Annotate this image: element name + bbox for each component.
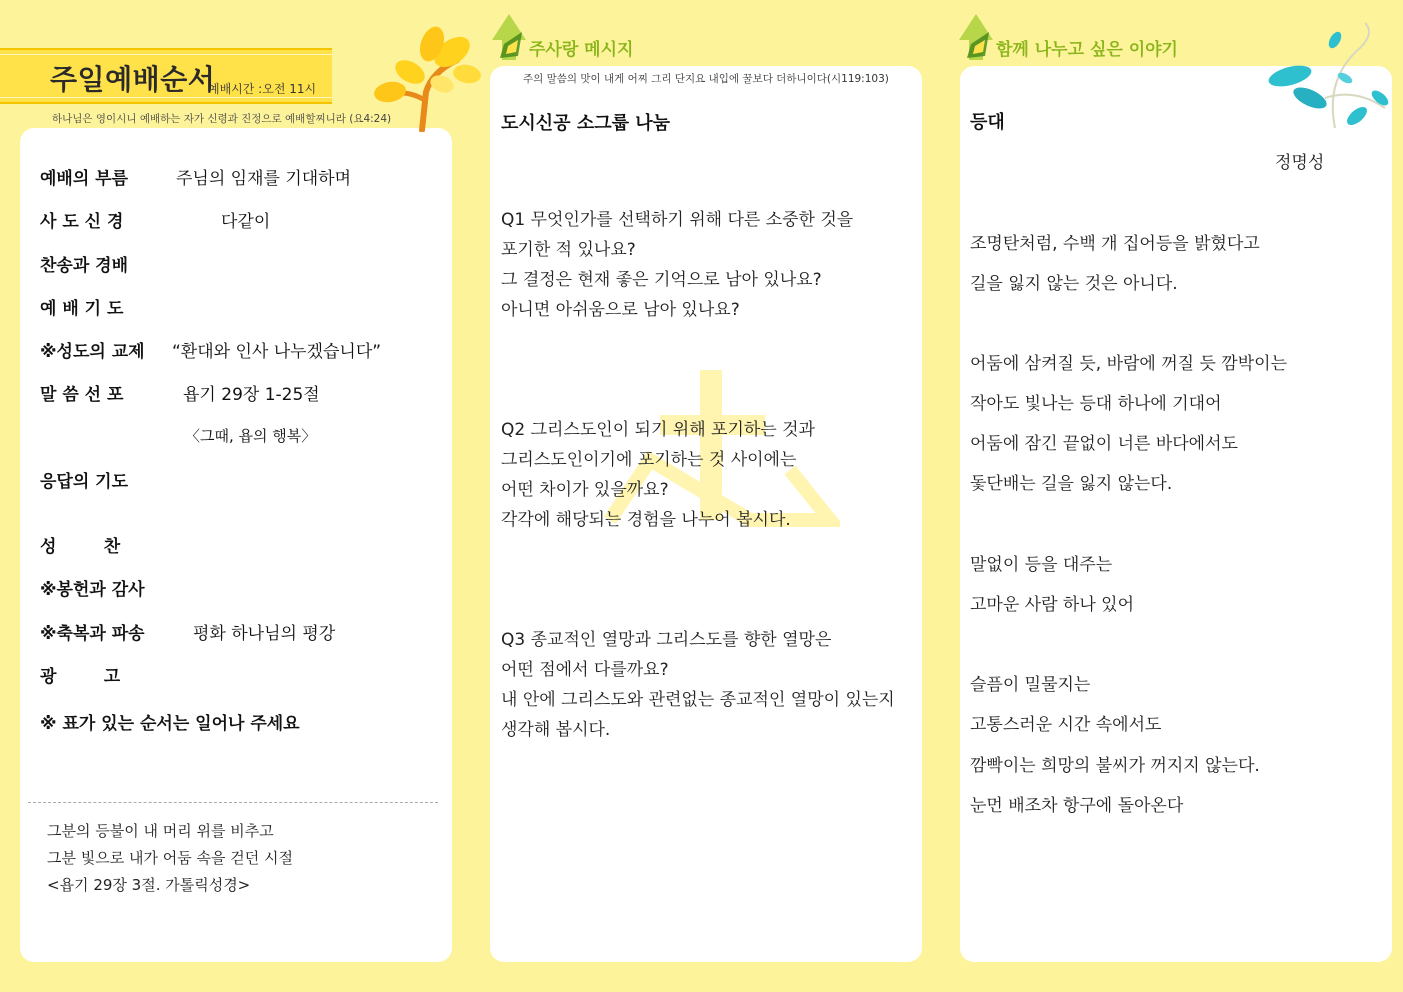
poem-line: 작아도 빛나는 등대 하나에 기대어 xyxy=(970,394,1222,414)
poem-line: 슬픔이 밀물지는 xyxy=(970,675,1091,695)
question-line: 생각해 봅시다. xyxy=(501,720,611,740)
opening-verse: 하나님은 영이시니 예배하는 자가 신령과 진정으로 예배할찌니라 (요4:24) xyxy=(52,113,392,125)
order-label: 광 고 xyxy=(40,667,121,687)
question-line: 각각에 해당되는 경험을 나누어 봅시다. xyxy=(501,510,791,530)
order-label: 예 배 기 도 xyxy=(40,299,124,319)
order-item xyxy=(40,164,352,189)
order-label: ※봉헌과 감사 xyxy=(40,580,145,600)
page-title: 주일예배순서 xyxy=(50,63,216,96)
order-item xyxy=(40,294,123,319)
arrow-logo-icon xyxy=(959,14,993,60)
poem-line: 조명탄처럼, 수백 개 집어등을 밝혔다고 xyxy=(970,234,1260,254)
poem-title: 등대 xyxy=(970,112,1005,133)
question-line: 그 결정은 현재 좋은 기억으로 남아 있나요? xyxy=(501,270,822,290)
sharing-heading: 도시신공 소그룹 나눔 xyxy=(501,113,671,134)
order-item xyxy=(40,251,128,276)
poem-line: 어둠에 잠긴 끝없이 너른 바다에서도 xyxy=(970,434,1238,454)
footer-verse-citation: <욥기 29장 3절. 가톨릭성경> xyxy=(47,876,251,894)
question-line: 아니면 아쉬움으로 남아 있나요? xyxy=(501,300,740,320)
poem-line: 고마운 사람 하나 있어 xyxy=(970,595,1135,615)
order-item xyxy=(40,532,120,557)
question-line: Q1 무엇인가를 선택하기 위해 다른 소중한 것을 xyxy=(501,210,854,230)
order-item xyxy=(40,337,382,362)
order-item xyxy=(40,575,145,600)
order-label: 찬송과 경배 xyxy=(40,256,129,276)
order-desc: 〈그때, 욥의 행복〉 xyxy=(185,427,317,445)
footer-verse-line: 그분 빛으로 내가 어둠 속을 걷던 시절 xyxy=(47,849,293,867)
question-line: 포기한 적 있나요? xyxy=(501,240,636,260)
order-label: 예배의 부름 xyxy=(40,169,129,189)
order-label: 응답의 기도 xyxy=(40,472,129,492)
section-title: 주사랑 메시지 xyxy=(529,40,634,60)
order-desc: “환대와 인사 나누겠습니다” xyxy=(172,342,382,362)
question-line: 내 안에 그리스도와 관련없는 종교적인 열망이 있는지 xyxy=(501,690,895,710)
poem-line: 고통스러운 시간 속에서도 xyxy=(970,715,1162,735)
section-title: 함께 나누고 싶은 이야기 xyxy=(996,40,1178,60)
poem-line: 깜빡이는 희망의 불씨가 꺼지지 않는다. xyxy=(970,756,1260,776)
standing-note xyxy=(40,709,300,734)
order-item xyxy=(40,207,271,232)
story-panel xyxy=(960,66,1392,962)
order-desc: 평화 하나님의 평강 xyxy=(193,624,336,644)
message-verse: 주의 말씀의 맛이 내게 어찌 그리 단지요 내입에 꿀보다 더하니이다(시119:103) xyxy=(523,73,889,85)
order-label: 말 씀 선 포 xyxy=(40,385,124,405)
order-desc: 다같이 xyxy=(221,212,271,232)
poem-line: 길을 잃지 않는 것은 아니다. xyxy=(970,274,1178,294)
order-label: 성 찬 xyxy=(40,537,121,557)
service-time: 예배시간 :오전 11시 xyxy=(208,82,317,96)
question-line: 어떤 차이가 있을까요? xyxy=(501,480,669,500)
order-item xyxy=(40,662,120,687)
order-label: ※ 표가 있는 순서는 일어나 주세요 xyxy=(40,714,300,734)
order-label: 사 도 신 경 xyxy=(40,212,124,232)
question-line: Q2 그리스도인이 되기 위해 포기하는 것과 xyxy=(501,420,815,440)
poem-line: 어둠에 삼켜질 듯, 바람에 꺼질 듯 깜박이는 xyxy=(970,354,1288,374)
footer-verse-line: 그분의 등불이 내 머리 위를 비추고 xyxy=(47,822,274,840)
order-item xyxy=(40,467,128,492)
order-desc: 주님의 임재를 기대하며 xyxy=(176,169,352,189)
poem-line: 돛단배는 길을 잃지 않는다. xyxy=(970,474,1173,494)
question-line: Q3 종교적인 열망과 그리스도를 향한 열망은 xyxy=(501,630,832,650)
arrow-logo-icon xyxy=(492,14,526,60)
order-label: ※축복과 파송 xyxy=(40,624,145,644)
teal-leaves-icon xyxy=(1265,18,1395,130)
divider xyxy=(28,802,438,803)
order-item xyxy=(40,619,336,644)
question-line: 어떤 점에서 다를까요? xyxy=(501,660,669,680)
poem-line: 눈먼 배조차 항구에 돌아온다 xyxy=(970,796,1184,816)
order-item xyxy=(40,380,320,405)
order-desc: 욥기 29장 1-25절 xyxy=(183,385,320,405)
order-label: ※성도의 교제 xyxy=(40,342,145,362)
poem-author: 정명성 xyxy=(1275,153,1325,173)
question-line: 그리스도인이기에 포기하는 것 사이에는 xyxy=(501,450,797,470)
poem-line: 말없이 등을 대주는 xyxy=(970,555,1113,575)
